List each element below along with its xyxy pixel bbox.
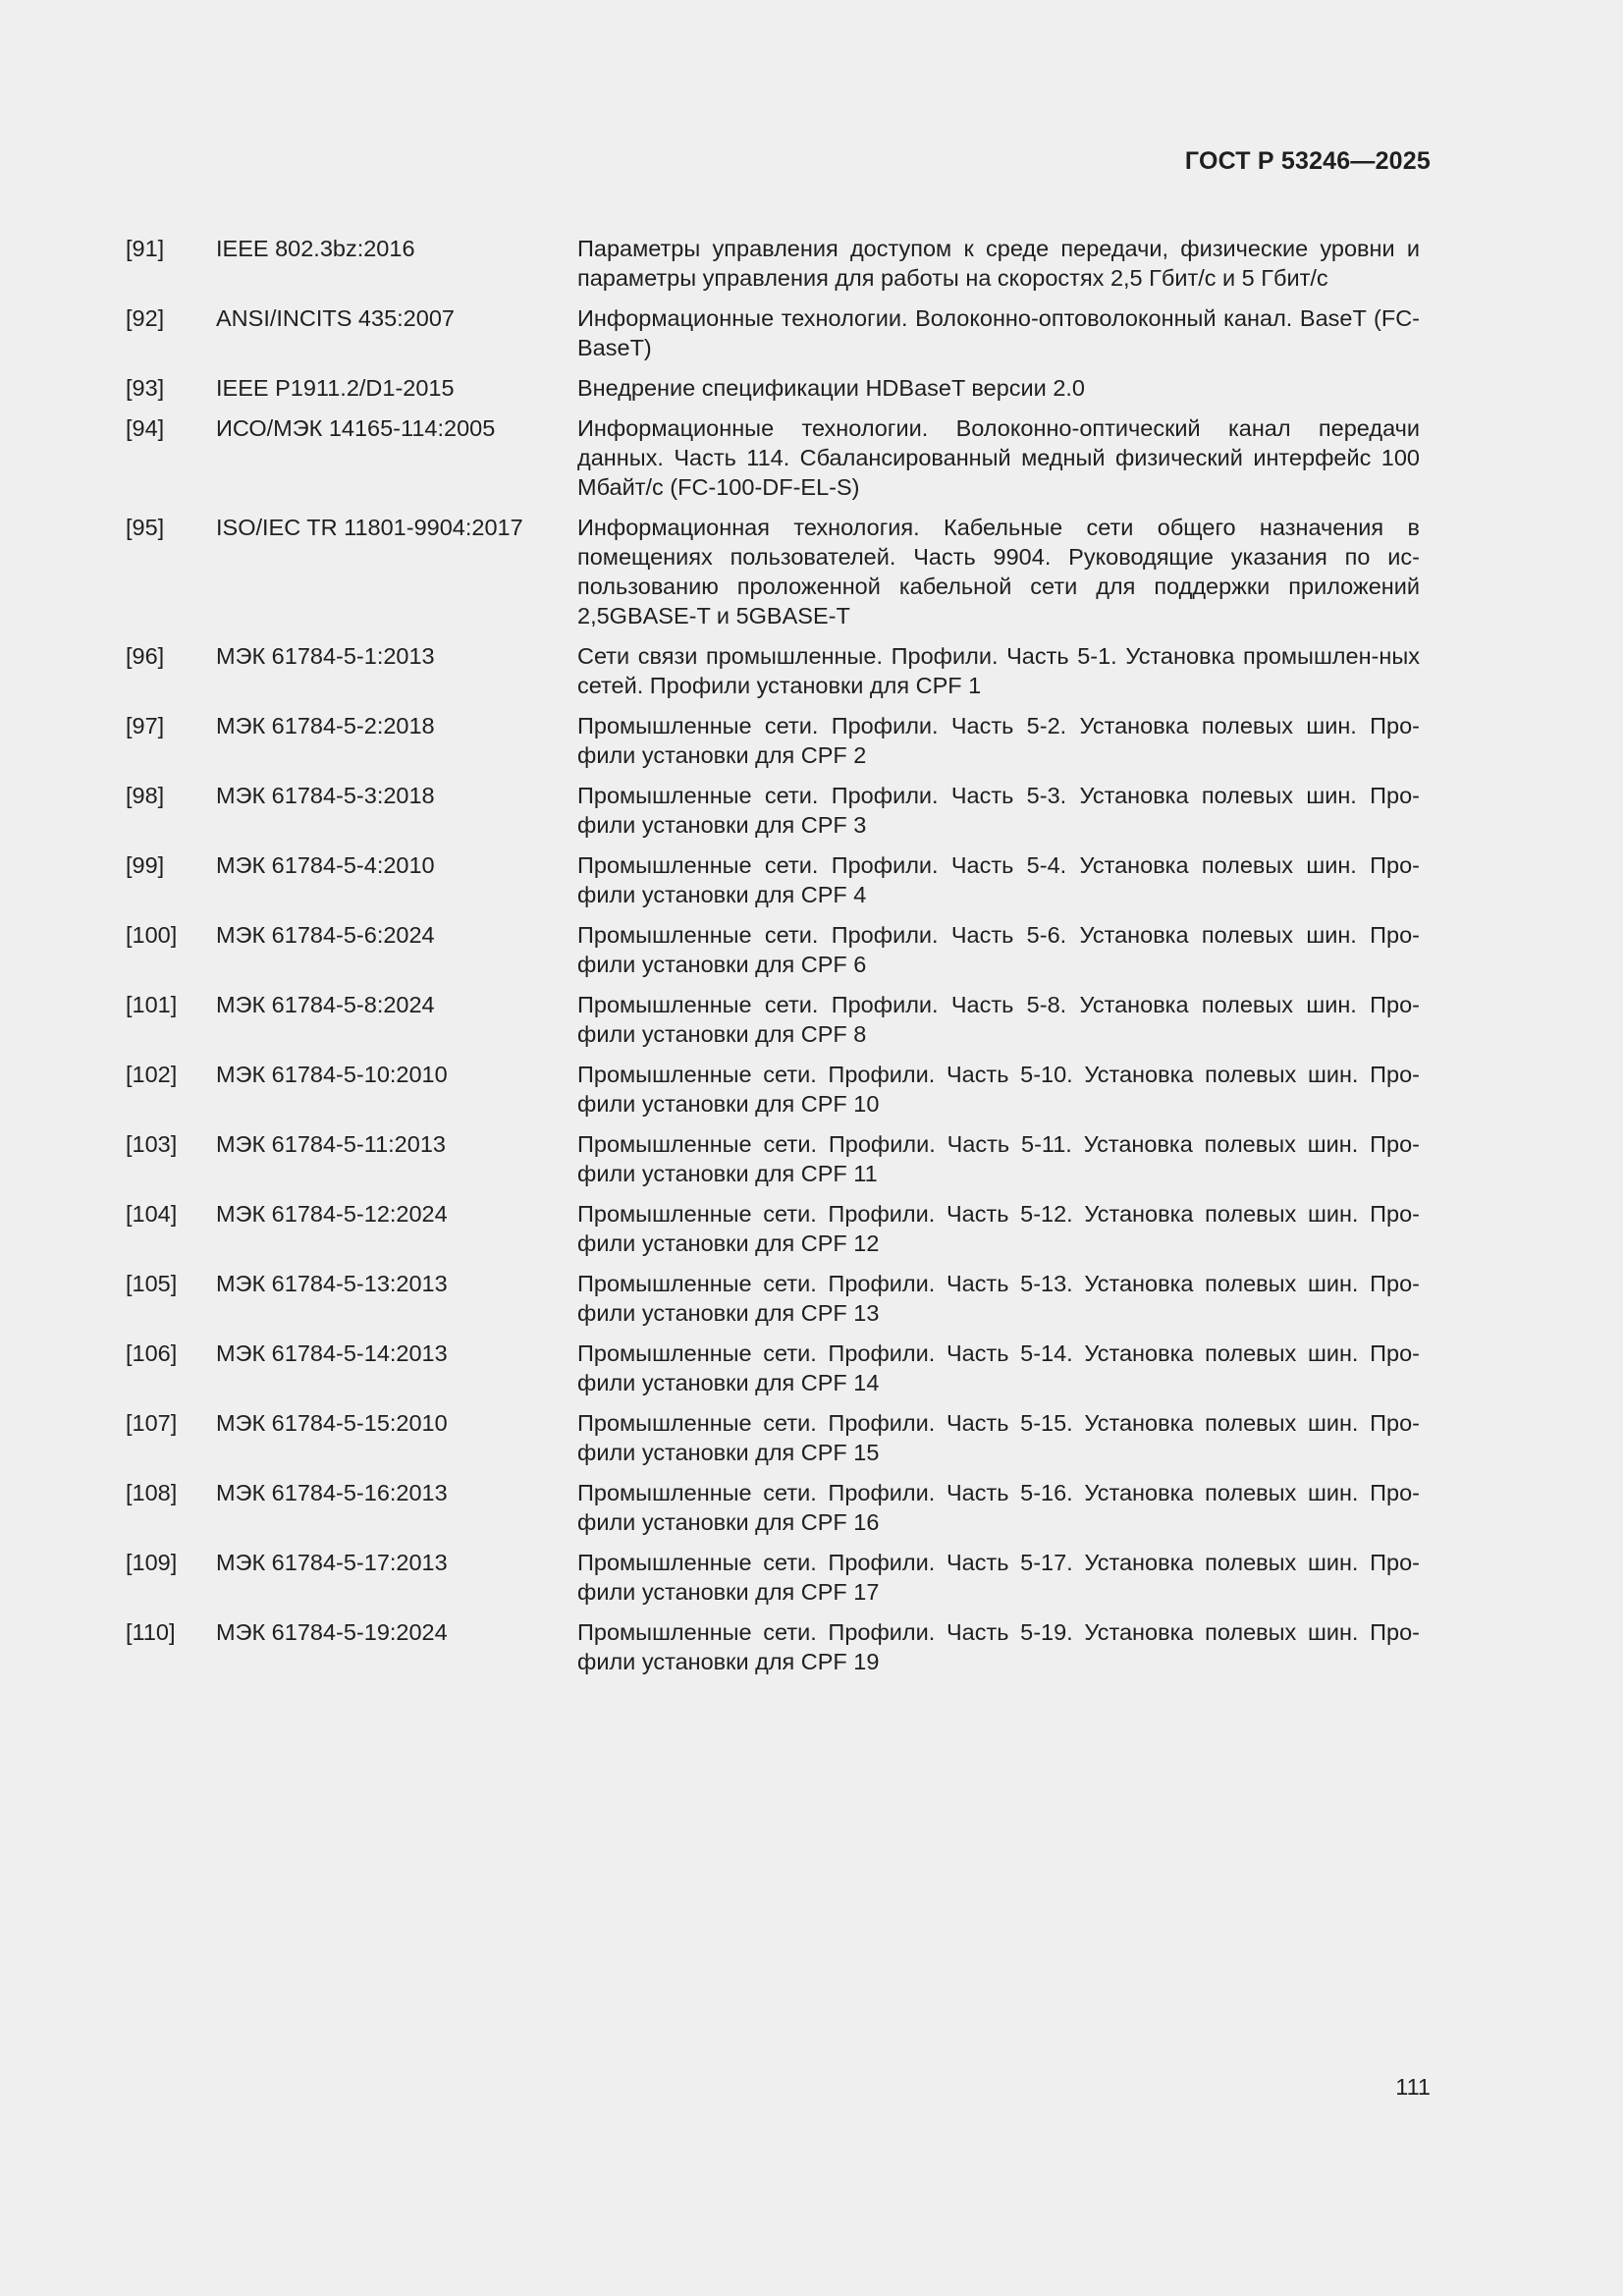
- reference-title: Промышленные сети. Профили. Часть 5-14. Установка полевых шин. Про-фили установки для CPF 14: [577, 1340, 1420, 1395]
- reference-number: [103]: [126, 1131, 178, 1157]
- reference-code: МЭК 61784-5-11:2013: [216, 1131, 446, 1157]
- reference-title: Промышленные сети. Профили. Часть 5-11. Установка полевых шин. Про-фили установки для CPF 11: [577, 1131, 1420, 1186]
- reference-item: [126, 413, 1420, 502]
- reference-number: [109]: [126, 1550, 178, 1575]
- reference-number: [100]: [126, 922, 178, 948]
- reference-title: Промышленные сети. Профили. Часть 5-16. Установка полевых шин. Про-фили установки для CPF 16: [577, 1480, 1420, 1535]
- reference-code: ANSI/INCITS 435:2007: [216, 305, 455, 331]
- reference-title: Информационная технология. Кабельные сети общего назначения в помещениях пользователей. Часть 9904. Руководящие указания по ис-пользованию проложенной кабельной сети для поддержки приложений 2,5GBASE-T и 5GBASE-T: [577, 515, 1420, 629]
- reference-number: [94]: [126, 415, 165, 441]
- reference-code: МЭК 61784-5-14:2013: [216, 1340, 448, 1366]
- reference-code: МЭК 61784-5-10:2010: [216, 1062, 448, 1087]
- reference-title: Параметры управления доступом к среде передачи, физические уровни и параметры управления для работы на скоростях 2,5 Гбит/с и 5 Гбит/с: [577, 236, 1420, 291]
- reference-item: [126, 920, 1420, 979]
- reference-item: [126, 234, 1420, 293]
- reference-title: Информационные технологии. Волоконно-оптический канал передачи данных. Часть 114. Сбалансированный медный физический интерфейс 100 Мбайт/с (FC-100-DF-EL-S): [577, 415, 1420, 500]
- reference-number: [110]: [126, 1619, 176, 1645]
- reference-code: МЭК 61784-5-13:2013: [216, 1271, 448, 1296]
- reference-code: IEEE 802.3bz:2016: [216, 236, 415, 261]
- reference-item: [126, 1617, 1420, 1676]
- reference-title: Сети связи промышленные. Профили. Часть 5-1. Установка промышлен-ных сетей. Профили установки для CPF 1: [577, 643, 1420, 698]
- reference-title: Промышленные сети. Профили. Часть 5-13. Установка полевых шин. Про-фили установки для CPF 13: [577, 1271, 1420, 1326]
- reference-item: [126, 303, 1420, 362]
- reference-item: [126, 1408, 1420, 1467]
- reference-code: МЭК 61784-5-8:2024: [216, 992, 435, 1017]
- reference-code: МЭК 61784-5-16:2013: [216, 1480, 448, 1505]
- reference-number: [93]: [126, 375, 165, 401]
- reference-number: [95]: [126, 515, 165, 540]
- reference-title: Промышленные сети. Профили. Часть 5-15. Установка полевых шин. Про-фили установки для CPF 15: [577, 1410, 1420, 1465]
- reference-list: [126, 234, 1420, 1687]
- reference-item: [126, 1269, 1420, 1328]
- reference-item: [126, 513, 1420, 630]
- reference-title: Промышленные сети. Профили. Часть 5-17. Установка полевых шин. Про-фили установки для CPF 17: [577, 1550, 1420, 1605]
- reference-number: [102]: [126, 1062, 178, 1087]
- reference-number: [104]: [126, 1201, 178, 1227]
- reference-item: [126, 711, 1420, 770]
- reference-number: [99]: [126, 852, 165, 878]
- reference-code: МЭК 61784-5-19:2024: [216, 1619, 448, 1645]
- reference-item: [126, 1339, 1420, 1397]
- reference-number: [106]: [126, 1340, 178, 1366]
- reference-item: [126, 1060, 1420, 1119]
- reference-code: ISO/IEC TR 11801-9904:2017: [216, 515, 523, 540]
- reference-item: [126, 781, 1420, 840]
- reference-title: Внедрение спецификации HDBaseT версии 2.0: [577, 375, 1085, 401]
- reference-code: IEEE P1911.2/D1-2015: [216, 375, 455, 401]
- reference-title: Промышленные сети. Профили. Часть 5-3. Установка полевых шин. Про-фили установки для CPF 3: [577, 783, 1420, 838]
- reference-number: [98]: [126, 783, 165, 808]
- reference-number: [105]: [126, 1271, 178, 1296]
- reference-code: МЭК 61784-5-2:2018: [216, 713, 435, 738]
- reference-number: [107]: [126, 1410, 178, 1436]
- reference-code: МЭК 61784-5-3:2018: [216, 783, 435, 808]
- reference-number: [92]: [126, 305, 165, 331]
- reference-item: [126, 373, 1420, 403]
- reference-number: [97]: [126, 713, 165, 738]
- reference-code: МЭК 61784-5-6:2024: [216, 922, 435, 948]
- reference-title: Промышленные сети. Профили. Часть 5-2. Установка полевых шин. Про-фили установки для CPF 2: [577, 713, 1420, 768]
- reference-title: Промышленные сети. Профили. Часть 5-8. Установка полевых шин. Про-фили установки для CPF 8: [577, 992, 1420, 1047]
- reference-item: [126, 1478, 1420, 1537]
- reference-code: МЭК 61784-5-12:2024: [216, 1201, 448, 1227]
- reference-item: [126, 1129, 1420, 1188]
- reference-title: Промышленные сети. Профили. Часть 5-10. Установка полевых шин. Про-фили установки для CPF 10: [577, 1062, 1420, 1117]
- reference-code: МЭК 61784-5-17:2013: [216, 1550, 448, 1575]
- reference-number: [101]: [126, 992, 178, 1017]
- reference-item: [126, 1548, 1420, 1607]
- reference-title: Информационные технологии. Волоконно-оптоволоконный канал. BaseT (FC-BaseT): [577, 305, 1420, 360]
- reference-code: МЭК 61784-5-15:2010: [216, 1410, 448, 1436]
- reference-item: [126, 641, 1420, 700]
- document-header: ГОСТ Р 53246—2025: [1184, 147, 1431, 175]
- page-number: 111: [1395, 2074, 1431, 2100]
- reference-title: Промышленные сети. Профили. Часть 5-6. Установка полевых шин. Про-фили установки для CPF 6: [577, 922, 1420, 977]
- reference-item: [126, 990, 1420, 1049]
- reference-item: [126, 850, 1420, 909]
- reference-number: [108]: [126, 1480, 178, 1505]
- reference-number: [96]: [126, 643, 165, 669]
- reference-title: Промышленные сети. Профили. Часть 5-12. Установка полевых шин. Про-фили установки для CPF 12: [577, 1201, 1420, 1256]
- reference-code: МЭК 61784-5-1:2013: [216, 643, 435, 669]
- reference-code: МЭК 61784-5-4:2010: [216, 852, 435, 878]
- reference-item: [126, 1199, 1420, 1258]
- reference-number: [91]: [126, 236, 165, 261]
- reference-title: Промышленные сети. Профили. Часть 5-19. Установка полевых шин. Про-фили установки для CPF 19: [577, 1619, 1420, 1674]
- reference-title: Промышленные сети. Профили. Часть 5-4. Установка полевых шин. Про-фили установки для CPF 4: [577, 852, 1420, 907]
- reference-code: ИСО/МЭК 14165-114:2005: [216, 415, 496, 441]
